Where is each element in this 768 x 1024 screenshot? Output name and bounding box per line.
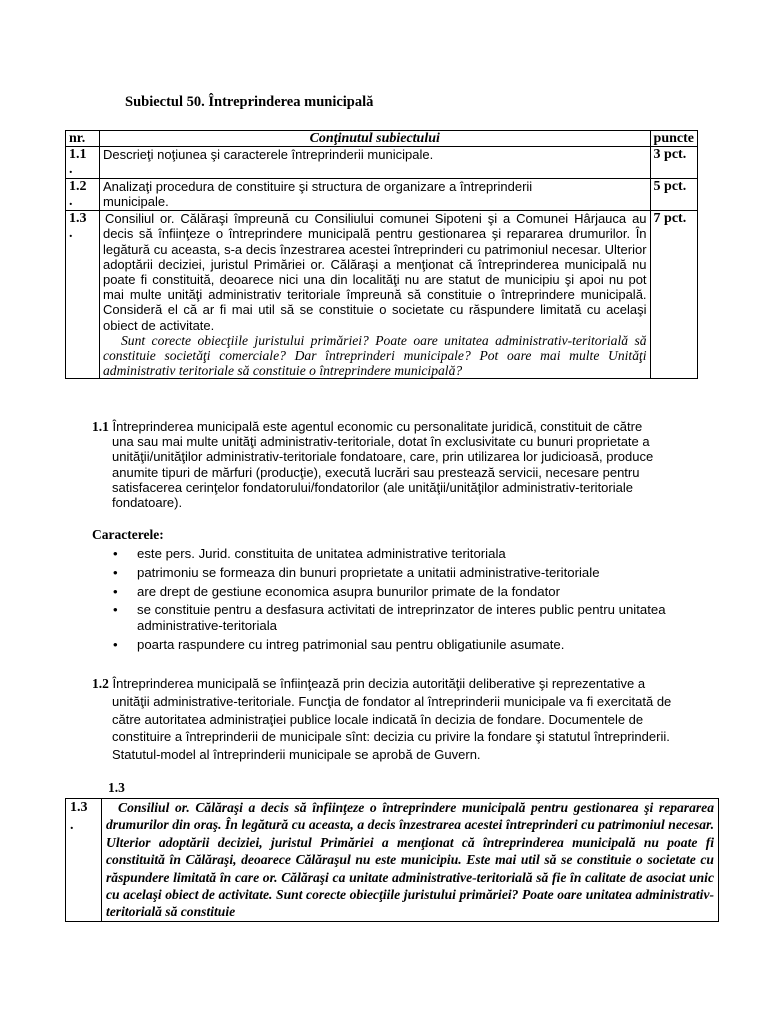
answer-1-2-line1: Întreprinderea municipală se înfiinţează prin decizia autorităţii deliberative şi reprezentative a xyxy=(108,676,646,691)
row-content-cell xyxy=(99,211,650,379)
row-text: Descrieţi noţiunea şi caracterele întreprinderii municipale. xyxy=(99,147,650,179)
case-table xyxy=(65,798,719,922)
answer-1-1-first-line xyxy=(92,419,684,434)
row-points: 3 pct. xyxy=(650,147,697,179)
list-item: • poarta raspundere cu intreg patrimonial sau pentru obligatiunile asumate. xyxy=(110,637,670,653)
case-text: Consiliul or. Călăraşi împreună cu Consiliului comunei Sipoteni şi a Comunei Hârjauca au decis să înfiinţeze o întreprindere municipală pentru gestionarea şi repararea drumurilor. În legătură cu aceasta, s-a decis înzestrarea acestei întreprinderi cu patrimoniul necesar. Ulterior adoptării deciziei, juristul Primăriei or. Călăraşi a menţionat că întreprinderea municipală nu poate fi constituită, deoarece nici una din localităţi nu are statut de municipiu şi apoi nu pot mai multe unităţi administrativ teritoriale împreună să constituie o întreprindere municipală. Consideră el că ar fi mai util să se constituie o societate cu răspundere limitată cu acelaşi obiect de activitate. xyxy=(102,211,647,333)
answer-1-2-first-line xyxy=(92,675,686,693)
table-row xyxy=(66,147,698,179)
table-row xyxy=(66,179,698,211)
table-header-row xyxy=(66,131,698,147)
answer-number: 1.2 xyxy=(92,676,109,691)
answer-1-1-body: una sau mai multe unităţi administrativ-teritoriale, dotat în exclusivitate cu bunuri proprietate a unităţii/unităţilor administrativ-teritoriale fondatoare, care, prin utilizarea lor judicioasă, produce anumite tipuri de mărfuri (producţie), execută lucrări sau prestează servicii, necesare pentru satisfacerea cerinţelor fondatorului/fondatorilor (ale unităţii/unităţilor administrativ-teritoriale fondatoare). xyxy=(112,434,654,511)
case-question: Sunt corecte obiecţiile juristului primăriei? Poate oare unitatea administrativ-teritorială să constituie societăţi comerciale? Dar întreprinderi municipale? Pot oare mai multe Unităţi administrativ teritoriale să constituie o întreprindere municipală? xyxy=(102,332,647,379)
list-item: • patrimoniu se formeaza din bunuri proprietate a unitatii administrative-teritoriale xyxy=(110,565,670,581)
header-nr: nr. xyxy=(66,131,100,147)
row-number: 1.1 . xyxy=(66,147,100,179)
characteristics-heading: Caracterele: xyxy=(92,527,164,542)
answer-1-3-label: 1.3 xyxy=(108,780,125,795)
table-row xyxy=(66,799,719,922)
answer-1-2 xyxy=(92,675,686,764)
row-text: Analizaţi procedura de constituire şi structura de organizare a întreprinderii municipale. xyxy=(99,179,650,211)
list-item: • are drept de gestiune economica asupra bunurilor primate de la fondator xyxy=(110,584,670,600)
header-content: Conţinutul subiectului xyxy=(99,131,650,147)
answer-1-1-line1: Întreprinderea municipală este agentul economic cu personalitate juridică, constituit de către xyxy=(108,419,643,434)
list-item: • se constituie pentru a desfasura activitati de intreprinzator de interes public pentru unitatea administrative-teritoriala xyxy=(110,602,670,633)
row-number: 1.2 . xyxy=(66,179,100,211)
list-item: • este pers. Jurid. constituita de unitatea administrative teritoriala xyxy=(110,546,670,562)
row-number: 1.3 . xyxy=(66,211,100,379)
row-points: 7 pct. xyxy=(650,211,697,379)
header-points: puncte xyxy=(650,131,697,147)
characteristics-list xyxy=(110,546,670,656)
row-number: 1.3 . xyxy=(66,799,102,922)
answer-1-2-body: unităţii administrative-teritoriale. Funcţia de fondator al întreprinderii municipale va fi exercitată de către autoritatea administraţiei publice locale indicată în decizia de fondare. Documentele de constituire a întreprinderii de municipale sînt: decizia cu privire la fondare şi statutul întreprinderii. Statutul-model al întreprinderii municipale se aprobă de Guvern. xyxy=(112,693,672,763)
table-row xyxy=(66,211,698,379)
answer-number: 1.1 xyxy=(92,419,109,434)
page-title: Subiectul 50. Întreprinderea municipală xyxy=(125,94,374,110)
subject-table xyxy=(65,130,698,379)
answer-1-1 xyxy=(92,419,684,510)
case-text: Consiliul or. Călăraşi a decis să înfiinţeze o întreprindere municipală pentru gestionarea şi repararea drumurilor din oraş. În legătură cu aceasta, a decis înzestrarea acestei întreprinderi cu patrimoniul necesar. Ulterior adoptării deciziei, juristul Primăriei a menţionat că întreprinderea municipală nu poate fi constituită în Călăraşi, deoarece Călăraşul nu este municipiu. Este mai util să se constituie o societate cu răspundere limitată în care or. Călăraşi ca unitate administrative-teritorială să fie în calitate de asociat unic cu acelaşi obiect de activitate. Sunt corecte obiecţiile juristului primăriei? Poate oare unitatea administrativ-teritorială să constituie xyxy=(102,799,719,922)
row-points: 5 pct. xyxy=(650,179,697,211)
